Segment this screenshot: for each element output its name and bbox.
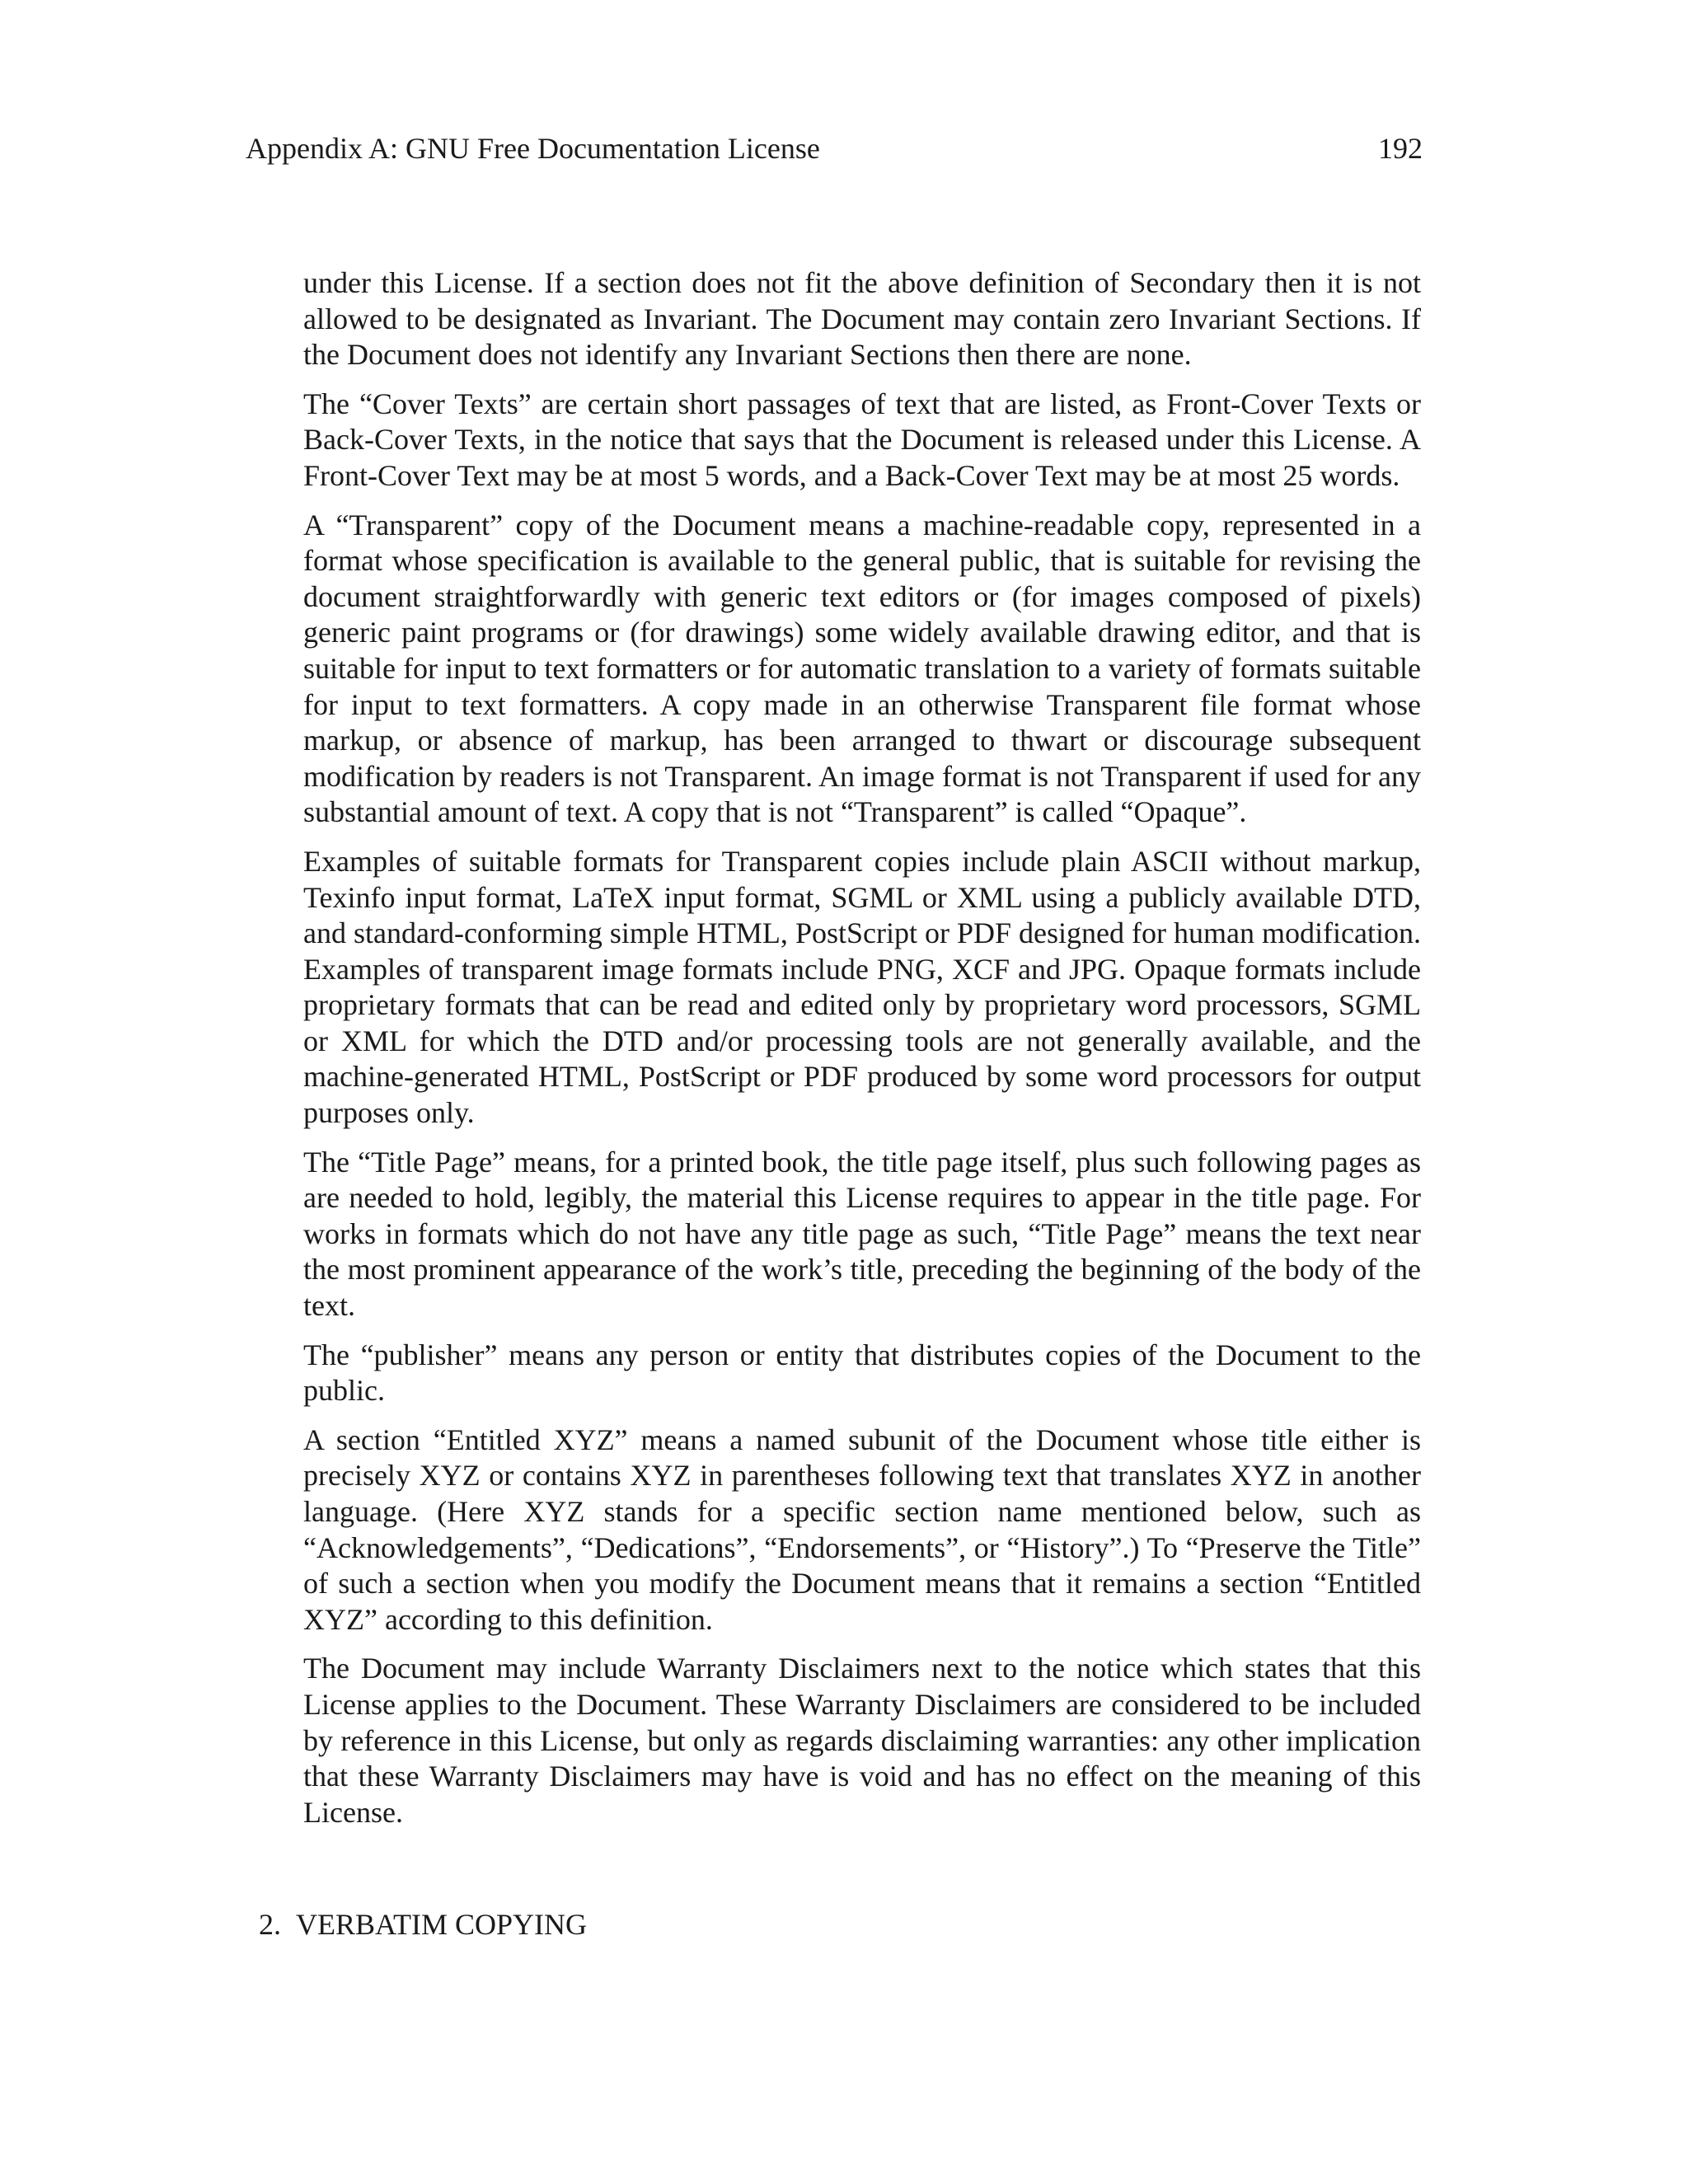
paragraph-format-examples: Examples of suitable formats for Transparent copies include plain ASCII without markup, Texinfo input format, LaTeX input format, SGML or XML using a publicly available DTD, and standard-conforming simple HTML, PostScript or PDF designed for human modification. Examples of transparent image formats include PNG, XCF and JPG. Opaque formats include proprietary formats that can be read and edited only by proprietary word processors, SGML or XML for which the DTD and/or processing tools are not generally available, and the machine-generated HTML, PostScript or PDF produced by some word processors for output purposes only.	[303, 844, 1421, 1130]
paragraph-title-page: The “Title Page” means, for a printed book, the title page itself, plus such following pages as are needed to hold, legibly, the material this License requires to appear in the title page. For works in formats which do not have any title page as such, “Title Page” means the text near the most prominent appearance of the work’s title, preceding the beginning of the body of the text.	[303, 1145, 1421, 1323]
paragraph-warranty-disclaimers: The Document may include Warranty Disclaimers next to the notice which states that this License applies to the Document. These Warranty Disclaimers are considered to be included by reference in this License, but only as regards disclaiming warranties: any other implication that these Warranty Disclaimers may have is void and has no effect on the meaning of this License.	[303, 1652, 1421, 1829]
paragraph-transparent-copy: A “Transparent” copy of the Document means a machine-readable copy, represented in a format whose specification is available to the general public, that is suitable for revising the document straightforwardly with generic text editors or (for images composed of pixels) generic paint programs or (for drawings) some widely available drawing editor, and that is suitable for input to text formatters or for automatic translation to a variety of formats suitable for input to text formatters. A copy made in an otherwise Transparent file format whose markup, or absence of markup, has been arranged to thwart or discourage subsequent modification by readers is not Transparent. An image format is not Transparent if used for any substantial amount of text. A copy that is not “Transparent” is called “Opaque”.	[303, 508, 1421, 829]
section-title: VERBATIM COPYING	[296, 1908, 588, 1941]
section-number: 2.	[259, 1908, 281, 1941]
section-heading	[259, 1906, 587, 1943]
page-number: 192	[1378, 132, 1423, 165]
paragraph-publisher: The “publisher” means any person or entity that distributes copies of the Document to the public.	[303, 1338, 1421, 1408]
body-text	[303, 265, 1421, 1844]
paragraph-entitled-xyz: A section “Entitled XYZ” means a named subunit of the Document whose title either is precisely XYZ or contains XYZ in parentheses following text that translates XYZ in another language. (Here XYZ stands for a specific section name mentioned below, such as “Acknowledgements”, “Dedications”, “Endorsements”, or “History”.) To “Preserve the Title” of such a section when you modify the Document means that it remains a section “Entitled XYZ” according to this definition.	[303, 1422, 1421, 1636]
page-header	[246, 130, 1423, 166]
paragraph-cover-texts: The “Cover Texts” are certain short passages of text that are listed, as Front-Cover Texts or Back-Cover Texts, in the notice that says that the Document is released under this License. A Front-Cover Text may be at most 5 words, and a Back-Cover Text may be at most 25 words.	[303, 387, 1421, 492]
paragraph-invariant-sections: under this License. If a section does not fit the above definition of Secondary then it is not allowed to be designated as Invariant. The Document may contain zero Invariant Sections. If the Document does not identify any Invariant Sections then there are none.	[303, 266, 1421, 372]
running-title: Appendix A: GNU Free Documentation License	[246, 132, 820, 165]
